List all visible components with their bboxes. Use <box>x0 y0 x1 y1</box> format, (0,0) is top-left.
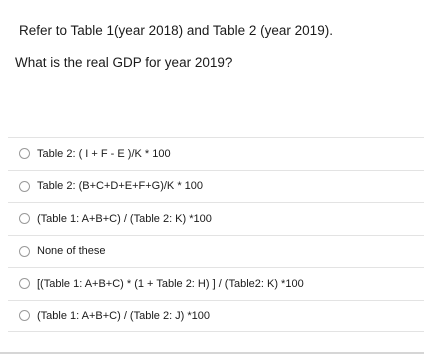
radio-button[interactable] <box>19 181 30 192</box>
answer-option-6[interactable] <box>8 300 424 333</box>
answer-option-label: Table 2: ( I + F - E )/K * 100 <box>37 147 171 160</box>
answer-option-5[interactable] <box>8 267 424 300</box>
answer-option-4[interactable] <box>8 235 424 268</box>
answer-option-1[interactable] <box>8 137 424 170</box>
answer-option-2[interactable] <box>8 170 424 203</box>
radio-button[interactable] <box>19 278 30 289</box>
radio-button[interactable] <box>19 213 30 224</box>
answer-option-label: None of these <box>37 245 106 258</box>
answer-option-label: Table 2: (B+C+D+E+F+G)/K * 100 <box>37 180 204 193</box>
answer-options <box>8 137 424 332</box>
bottom-divider <box>0 352 424 354</box>
answer-option-label: (Table 1: A+B+C) / (Table 2: K) *100 <box>37 212 212 225</box>
question-instruction: Refer to Table 1(year 2018) and Table 2 (year 2019). <box>19 23 333 38</box>
radio-button[interactable] <box>19 310 30 321</box>
question-prompt: What is the real GDP for year 2019? <box>15 55 233 70</box>
radio-button[interactable] <box>19 148 30 159</box>
radio-button[interactable] <box>19 246 30 257</box>
answer-option-label: (Table 1: A+B+C) / (Table 2: J) *100 <box>37 309 211 322</box>
answer-option-3[interactable] <box>8 202 424 235</box>
answer-option-label: [(Table 1: A+B+C) * (1 + Table 2: H) ] / (Table2: K) *100 <box>37 277 304 290</box>
